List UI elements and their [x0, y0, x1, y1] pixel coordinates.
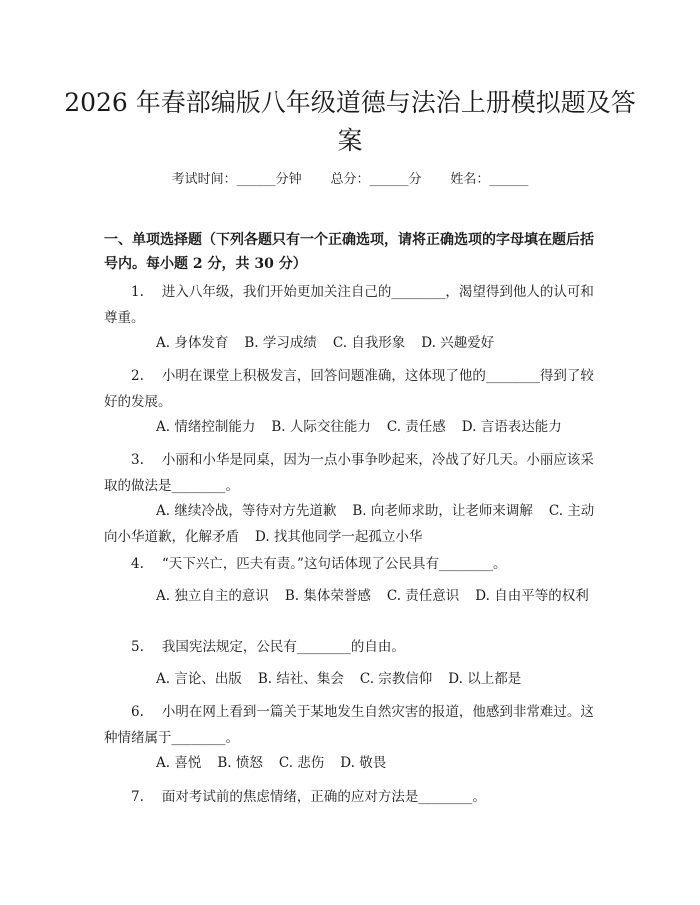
- option: B. 结社、集会: [257, 671, 344, 687]
- exam-info: 考试时间：______分钟 总分：______分 姓名：______: [171, 172, 529, 187]
- option: D. 兴趣爱好: [421, 335, 495, 351]
- question-stem: “天下兴亡，匹夫有责。”这句话体现了公民具有________。: [161, 556, 507, 572]
- option: C. 责任感: [386, 419, 446, 435]
- option: A. 继续冷战，等待对方先道歉: [156, 503, 337, 519]
- question-4-options: [104, 583, 600, 609]
- option: A. 喜悦: [156, 755, 202, 771]
- question-stem: 小明在网上看到一篇关于某地发生自然灾害的报道，他感到非常难过。这种情绪属于________。: [104, 704, 594, 746]
- question-7: [104, 784, 600, 810]
- question-number: 4.: [131, 556, 144, 572]
- section-heading: 一、单项选择题（下列各题只有一个正确选项，请将正确选项的字母填在题后括号内。每小题 2 分，共 30 分）: [104, 232, 594, 272]
- question-number: 6.: [131, 704, 144, 720]
- question-number: 3.: [131, 452, 144, 468]
- question-number: 2.: [131, 368, 144, 384]
- question-5-options: [104, 666, 600, 692]
- question-1-options: [104, 330, 600, 356]
- option: D. 言语表达能力: [461, 419, 562, 435]
- option: B. 向老师求助，让老师来调解: [352, 503, 533, 519]
- option: A. 独立自主的意识: [156, 588, 269, 604]
- option: C. 主动向小华道歉，化解矛盾: [104, 503, 595, 545]
- option: C. 自我形象: [332, 335, 406, 351]
- question-5: [104, 634, 600, 660]
- question-stem: 面对考试前的焦虑情绪，正确的应对方法是________。: [161, 789, 486, 805]
- question-3-options: [104, 498, 600, 550]
- option: B. 集体荣誉感: [284, 588, 371, 604]
- option: C. 宗教信仰: [359, 671, 433, 687]
- option: D. 自由平等的权利: [475, 588, 589, 604]
- question-number: 1.: [131, 284, 144, 300]
- option: D. 以上都是: [448, 671, 522, 687]
- question-6-options: [104, 750, 600, 776]
- option: D. 找其他同学一起孤立小华: [255, 529, 423, 545]
- question-number: 5.: [131, 639, 144, 655]
- option: A. 身体发育: [156, 335, 229, 351]
- document-title: 2026 年春部编版八年级道德与法治上册模拟题及答案: [64, 88, 636, 155]
- option: A. 言论、出版: [156, 671, 242, 687]
- question-stem: 小明在课堂上积极发言，回答问题准确，这体现了他的________得到了较好的发展。: [104, 368, 594, 410]
- question-4: [104, 551, 600, 577]
- question-6: [104, 699, 600, 751]
- question-3: [104, 447, 600, 499]
- question-1: [104, 279, 600, 331]
- question-2: [104, 363, 600, 415]
- question-stem: 小丽和小华是同桌，因为一点小事争吵起来，冷战了好几天。小丽应该采取的做法是________。: [104, 452, 594, 494]
- question-stem: 进入八年级，我们开始更加关注自己的________，渴望得到他人的认可和尊重。: [104, 284, 594, 326]
- question-number: 7.: [131, 789, 144, 805]
- option: C. 悲伤: [278, 755, 325, 771]
- question-stem: 我国宪法规定，公民有________的自由。: [161, 639, 405, 655]
- option: B. 学习成绩: [244, 335, 317, 351]
- option: C. 责任意识: [386, 588, 460, 604]
- option: B. 愤怒: [217, 755, 263, 771]
- option: A. 情绪控制能力: [156, 419, 256, 435]
- question-2-options: [104, 414, 600, 440]
- option: B. 人际交往能力: [271, 419, 371, 435]
- option: D. 敬畏: [340, 755, 387, 771]
